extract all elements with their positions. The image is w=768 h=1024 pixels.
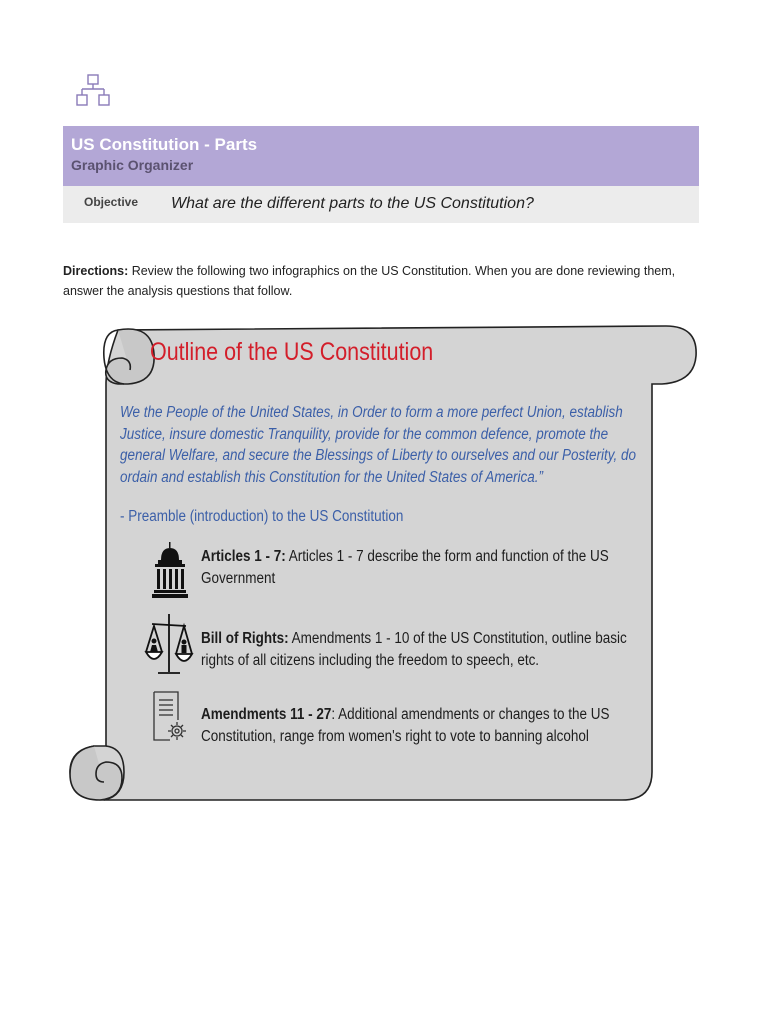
preamble-caption: - Preamble (introduction) to the US Constitution xyxy=(120,508,404,525)
capitol-building-icon xyxy=(150,542,190,602)
articles-text: Articles 1 - 7: Articles 1 - 7 describe the form and function of the US Government xyxy=(201,548,609,587)
title-banner xyxy=(63,126,699,186)
objective-row xyxy=(63,186,699,223)
page-subtitle: Graphic Organizer xyxy=(71,157,194,173)
scales-of-justice-icon xyxy=(144,612,194,676)
infographic-title: Outline of the US Constitution xyxy=(150,338,434,366)
directions-text: Review the following two infographics on the US Constitution. When you are done reviewing them, answer the analysis questions that follow. xyxy=(63,264,676,298)
objective-label: Objective xyxy=(84,195,139,209)
directions-label: Directions: xyxy=(63,264,129,278)
amendments-text: Amendments 11 - 27: Additional amendments or changes to the US Constitution, range from women's right to vote to banning alcohol xyxy=(201,706,610,745)
directions-paragraph xyxy=(63,261,713,301)
objective-question: What are the different parts to the US Constitution? xyxy=(171,195,534,212)
preamble-quote: We the People of the United States, in Order to form a more perfect Union, establish Justice, insure domestic Tranquility, provide for the common defence, promote the general Welfare, and secure the Blessings of Liberty to ourselves and our Posterity, do ordain and establish this Constitution for the United States of America.” xyxy=(120,404,636,486)
document-gear-icon xyxy=(150,690,190,744)
page-title: US Constitution - Parts xyxy=(71,135,258,154)
bill-of-rights-text: Bill of Rights: Amendments 1 - 10 of the US Constitution, outline basic rights of all citizens including the freedom to speech, etc. xyxy=(201,630,627,669)
graphic-organizer-icon xyxy=(76,74,110,108)
